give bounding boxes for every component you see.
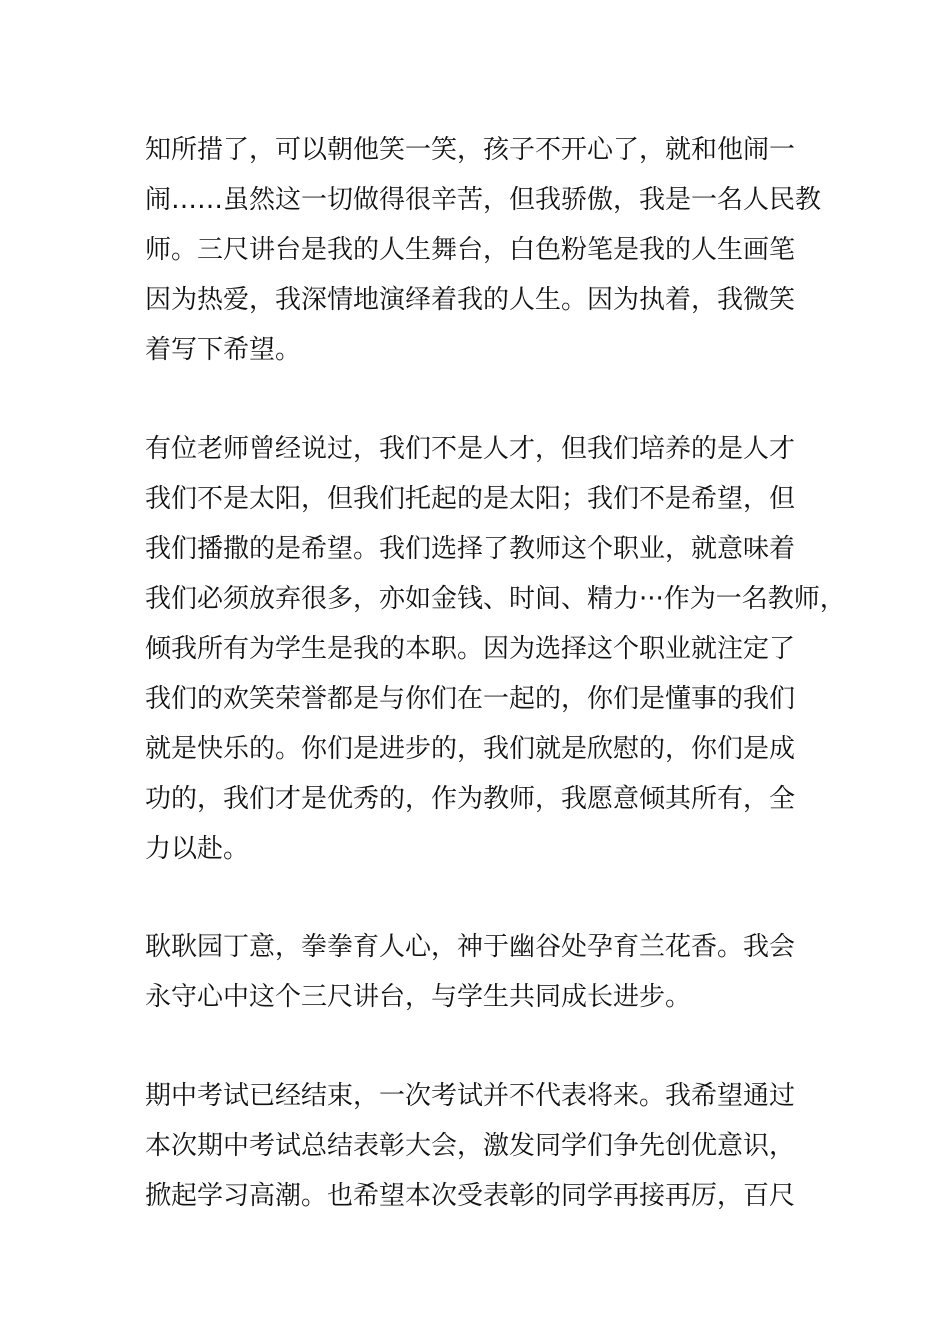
paragraph-line: 就是快乐的。你们是进步的，我们就是欣慰的，你们是成: [145, 734, 796, 764]
paragraph-line: 因为热爱，我深情地演绎着我的人生。因为执着，我微笑: [145, 285, 796, 315]
paragraph-3: [145, 922, 835, 1022]
paragraph-line: 掀起学习高潮。也希望本次受表彰的同学再接再厉，百尺: [145, 1181, 796, 1211]
paragraph-1: [145, 125, 835, 375]
paragraph-line: 期中考试已经结束，一次考试并不代表将来。我希望通过: [145, 1081, 796, 1111]
paragraph-4: [145, 1071, 835, 1221]
paragraph-line: 我们播撒的是希望。我们选择了教师这个职业，就意味着: [145, 534, 796, 564]
paragraph-line: 耿耿园丁意，拳拳育人心，神于幽谷处孕育兰花香。我会: [145, 932, 796, 962]
paragraph-line: 本次期中考试总结表彰大会，激发同学们争先创优意识，: [145, 1131, 796, 1161]
paragraph-line: 着写下希望。: [145, 335, 302, 365]
paragraph-line: 功的，我们才是优秀的，作为教师，我愿意倾其所有，全: [145, 784, 796, 814]
paragraph-line: 永守心中这个三尺讲台，与学生共同成长进步。: [145, 982, 692, 1012]
paragraph-line: 师。三尺讲台是我的人生舞台，白色粉笔是我的人生画笔: [145, 235, 796, 265]
paragraph-line: 我们必须放弃很多，亦如金钱、时间、精力···作为一名教师，: [145, 584, 846, 614]
paragraph-line: 我们不是太阳，但我们托起的是太阳；我们不是希望，但: [145, 484, 796, 514]
paragraph-line: 有位老师曾经说过，我们不是人才，但我们培养的是人才: [145, 434, 796, 464]
paragraph-line: 力以赴。: [145, 834, 250, 864]
paragraph-line: 闹……虽然这一切做得很辛苦，但我骄傲，我是一名人民教: [145, 185, 822, 215]
paragraph-line: 知所措了，可以朝他笑一笑，孩子不开心了，就和他闹一: [145, 135, 796, 165]
paragraph-2: [145, 424, 846, 874]
paragraph-line: 我们的欢笑荣誉都是与你们在一起的，你们是懂事的我们: [145, 684, 796, 714]
paragraph-line: 倾我所有为学生是我的本职。因为选择这个职业就注定了: [145, 634, 796, 664]
